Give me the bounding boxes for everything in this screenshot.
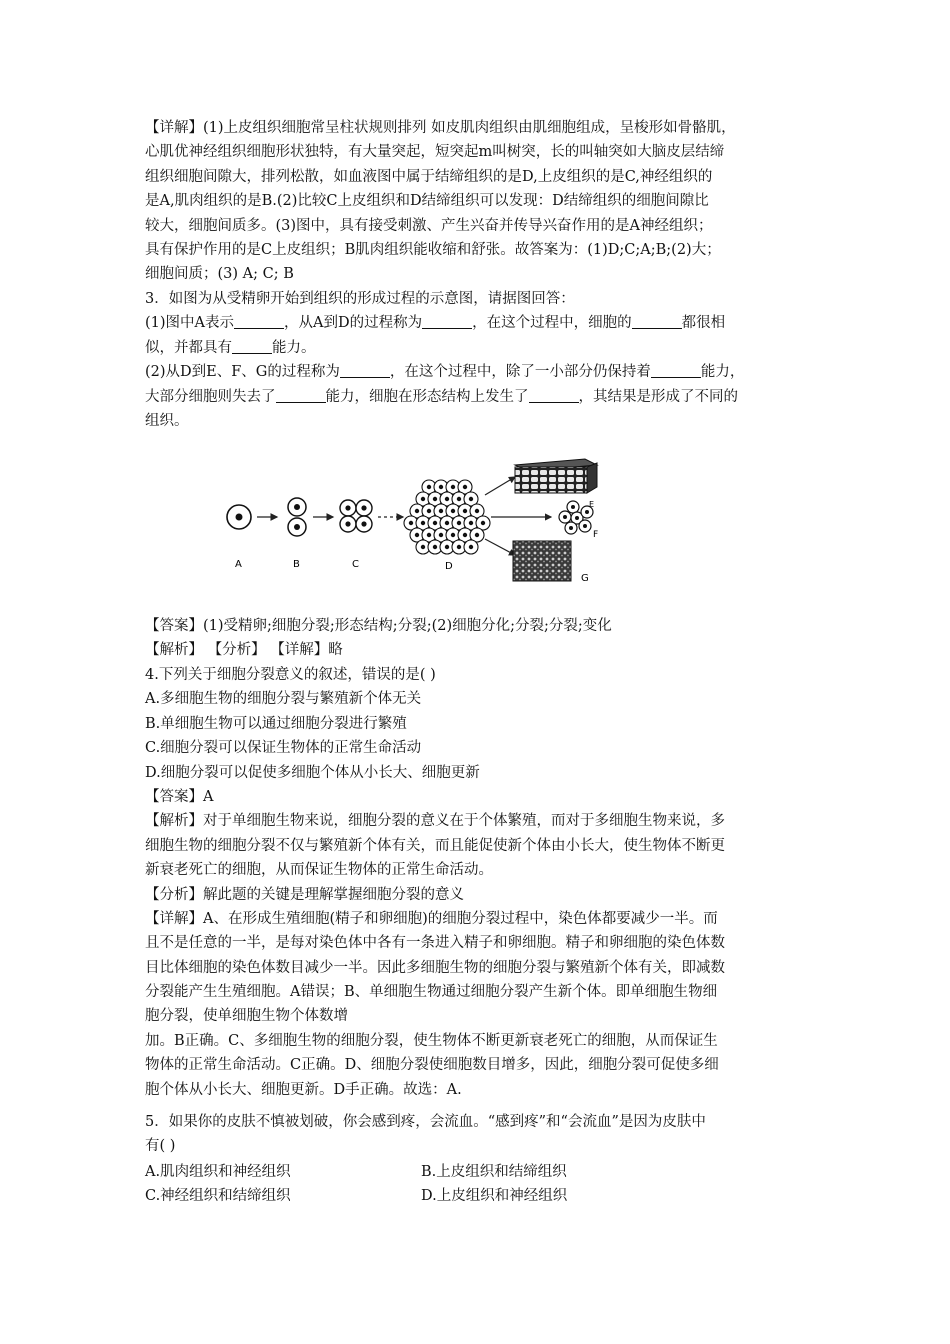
text-line: 是A,肌肉组织的是B.(2)比较C上皮组织和D结缔组织可以发现：D结缔组织的细胞间隙比 — [145, 193, 709, 210]
option-a[interactable]: A.多细胞生物的细胞分裂与繁殖新个体无关 — [145, 691, 422, 708]
answer-blank[interactable] — [651, 363, 701, 378]
detail-line: 分裂能产生生殖细胞。A错误；B、单细胞生物通过细胞分裂产生新个体。即单细胞生物细 — [145, 984, 718, 1001]
text-line: 心肌优神经组织细胞形状独特，有大量突起，短突起m叫树突，长的叫轴突如大脑皮层结缔 — [145, 144, 725, 161]
detail-line: 【详解】A、在形成生殖细胞(精子和卵细胞)的细胞分裂过程中，染色体都要减少一半。而 — [145, 910, 718, 927]
option-a[interactable]: A.肌肉组织和神经组织 — [145, 1164, 291, 1180]
option-b[interactable]: B.上皮组织和结缔组织 — [421, 1164, 567, 1180]
figure-label-f: F — [593, 530, 599, 540]
question-stem: 5．如果你的皮肤不慎被划破，你会感到疼，会流血。“感到疼”和“会流血”是因为皮肤中 — [145, 1114, 706, 1130]
figure-label-g: G — [581, 573, 589, 584]
answer-blank[interactable] — [422, 314, 472, 329]
text-line: 组织细胞间隙大，排列松散，如血液图中属于结缔组织的是D,上皮组织的是C,神经组织的 — [145, 168, 713, 185]
detail-line: 加。B正确。C、多细胞生物的细胞分裂，使生物体不断更新衰老死亡的细胞，从而保证生 — [145, 1032, 718, 1049]
text-line: 【详解】(1)上皮组织细胞常呈柱状规则排列 如皮肌肉组织由肌细胞组成，呈梭形如骨骼肌， — [145, 120, 736, 136]
question-part-1-line-1: (1)图中A表示 ，从A到D的过程称为 ，在这个过程中，细胞的 都很相 — [145, 315, 726, 332]
question-stem: 3．如图为从受精卵开始到组织的形成过程的示意图，请据图回答： — [145, 291, 575, 307]
question-5 — [145, 1110, 815, 1159]
text-line: 较大，细胞间质多。(3)图中，具有接受刺激、产生兴奋并传导兴奋作用的是A神经组织； — [145, 217, 713, 234]
question-stem: 有( ) — [145, 1138, 176, 1155]
figure-label-a: A — [235, 559, 242, 570]
question-part-1-line-2: 似，并都具有 能力。 — [145, 339, 316, 356]
fertilized-egg-cell — [227, 505, 251, 529]
epithelial-tissue — [515, 459, 597, 493]
figure-label-e: E — [589, 500, 595, 509]
detail-line: 胞个体从小长大、细胞更新。D手正确。故选：A. — [145, 1081, 462, 1098]
figure-label-d: D — [445, 561, 453, 572]
question-part-2-line-2: 大部分细胞则失去了 能力，细胞在形态结构上发生了 ，其结果是形成了不同的 — [145, 388, 738, 405]
question-3-answer — [145, 614, 815, 663]
answer-blank[interactable] — [234, 314, 284, 329]
answer-blank[interactable] — [276, 388, 326, 403]
answer-blank[interactable] — [340, 363, 390, 378]
detail-line: 且不是任意的一半，是每对染色体中各有一条进入精子和卵细胞。精子和卵细胞的染色体数 — [145, 935, 725, 952]
option-b[interactable]: B.单细胞生物可以通过细胞分裂进行繁殖 — [145, 715, 407, 732]
arrow-icon — [485, 539, 515, 555]
two-cell-stage — [288, 498, 306, 536]
arrow-icon — [485, 477, 515, 495]
cell-mass — [404, 480, 490, 554]
question-part-2-line-3: 组织。 — [145, 412, 189, 429]
four-cell-stage — [340, 500, 372, 532]
answer-line: 【答案】A — [145, 788, 214, 805]
explain-line: 细胞生物的细胞分裂不仅与繁殖新个体有关，而且能促使新个体由小长大，使生物体不断更 — [145, 837, 725, 854]
analysis-line: 【分析】解此题的关键是理解掌握细胞分裂的意义 — [145, 886, 464, 903]
detail-line: 胞分裂，使单细胞生物个体数增 — [145, 1008, 348, 1025]
answer-line: 【答案】(1)受精卵;细胞分裂;形态结构;分裂;(2)细胞分化;分裂;分裂;变化 — [145, 618, 612, 634]
answer-blank[interactable] — [232, 339, 272, 354]
analysis-line: 【解析】 【分析】 【详解】略 — [145, 642, 343, 659]
figure-label-c: C — [352, 559, 359, 570]
detail-line: 目比体细胞的染色体数目减少一半。因此多细胞生物的细胞分裂与繁殖新个体有关，即减数 — [145, 959, 725, 976]
option-d[interactable]: D.上皮组织和神经组织 — [421, 1188, 568, 1205]
detail-line: 物体的正常生命活动。C正确。D、细胞分裂使细胞数目增多，因此，细胞分裂可促使多细 — [145, 1057, 719, 1074]
answer-blank[interactable] — [529, 388, 579, 403]
text-line: 细胞间质；(3) A; C; B — [145, 266, 294, 283]
question-part-2-line-1: (2)从D到E、F、G的过程称为 ，在这个过程中，除了一小部分仍保持着 能力， — [145, 364, 745, 381]
cell-differentiation-figure — [215, 455, 615, 595]
option-c[interactable]: C.神经组织和结缔组织 — [145, 1188, 291, 1205]
question-3 — [145, 287, 815, 433]
connective-tissue — [513, 541, 571, 581]
option-c[interactable]: C.细胞分裂可以保证生物体的正常生命活动 — [145, 740, 422, 757]
question-4 — [145, 663, 815, 1102]
figure-label-b: B — [293, 559, 300, 570]
explain-line: 【解析】对于单细胞生物来说，细胞分裂的意义在于个体繁殖，而对于多细胞生物来说，多 — [145, 813, 725, 830]
cell-cluster — [559, 501, 593, 534]
option-d[interactable]: D.细胞分裂可以促使多细胞个体从小长大、细胞更新 — [145, 764, 480, 781]
detail-paragraph-prev — [145, 116, 815, 287]
question-5-options — [145, 1160, 815, 1209]
question-stem: 4.下列关于细胞分裂意义的叙述，错误的是( ) — [145, 667, 436, 683]
answer-blank[interactable] — [632, 314, 682, 329]
text-line: 具有保护作用的是C上皮组织；B肌肉组织能收缩和舒张。故答案为：(1)D;C;A;B;(2)大； — [145, 241, 721, 258]
explain-line: 新衰老死亡的细胞，从而保证生物体的正常生命活动。 — [145, 862, 493, 879]
